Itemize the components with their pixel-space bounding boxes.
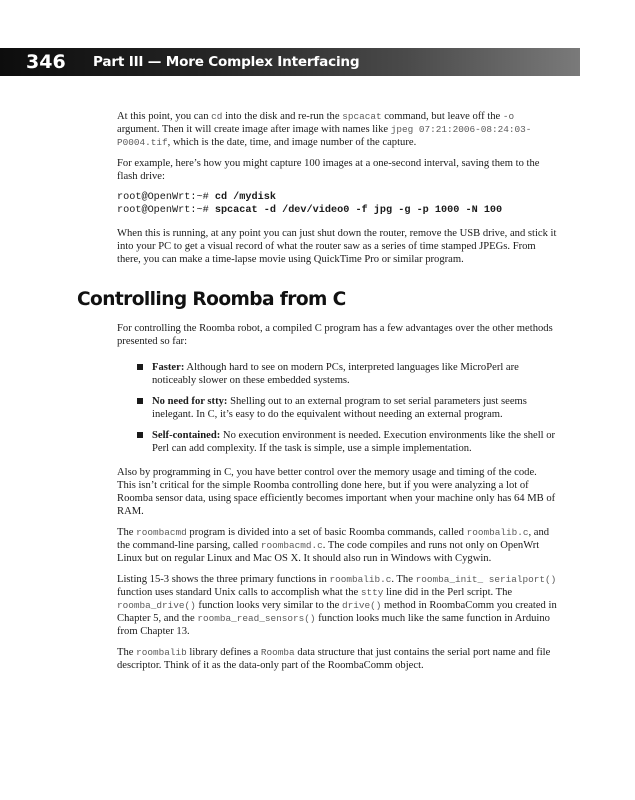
advantages-list [117,361,557,455]
intro-paragraph-1: At this point, you can cd into the disk and re-run the spcacat command, but leave off the -o argument. Then it will create image after image with names like jpeg 07:21:2006-08:24:03-P0004.tif, which is the date, time, and image number of the capture. [117,111,532,148]
section-paragraph-4: Listing 15-3 shows the three primary functions in roombalib.c. The roomba_init_ serialport() function uses standard Unix calls to accomplish what the stty line did in the Perl script. The roomba_drive() function looks very similar to the drive() method in RoombaComm you created in Chapter 5, and the roomba_read_sensors() function looks much like the same function in Arduino from Chapter 13. [117,574,557,637]
list-item: No need for stty: Shelling out to an external program to set serial parameters just seems inelegant. In C, it’s easy to do the equivalent without needing an external program. [137,395,557,421]
inline-code: roombacmd.c [260,540,323,551]
inline-code: roombalib [136,647,187,658]
code-line-2: root@OpenWrt:~# spcacat -d /dev/video0 -f jpg -g -p 1000 -N 100 [117,205,503,216]
section-paragraph-5: The roombalib library defines a Roomba data structure that just contains the serial port name and file descriptor. Think of it as the data-only part of the RoombaComm object. [117,647,551,671]
section-heading: Controlling Roomba from C [77,289,346,310]
intro-paragraph-3: When this is running, at any point you can just shut down the router, remove the USB drive, and stick it into your PC to get a visual record of what the router saw as a series of time stamped JPEGs. From there, you can make a time-lapse movie using QuickTime Pro or similar program. [117,228,557,265]
inline-code: jpeg 07:21:2006-08:24:03-P0004.tif [117,124,532,148]
list-item: Faster: Although hard to see on modern PCs, interpreted languages like MicroPerl are noticeably slower on these embedded systems. [137,361,557,387]
inline-code: Roomba [260,647,295,658]
bullet-square-icon [137,432,143,438]
inline-code: roomba_read_sensors() [197,613,316,624]
section-paragraph-3: The roombacmd program is divided into a set of basic Roomba commands, called roombalib.c, and the command-line parsing, called roombacmd.c. The code compiles and runs not only on OpenWrt Linux but on regular Linux and Mac OS X. It should also run in Windows with Cygwin. [117,527,550,564]
intro-block [117,110,557,266]
inline-code: roomba_init_ serialport() [415,574,557,585]
running-head: Part III — More Complex Interfacing [93,54,360,70]
inline-code: stty [360,587,384,598]
code-listing [117,191,557,217]
intro-paragraph-2: For example, here’s how you might capture 100 images at a one-second interval, saving them to the flash drive: [117,158,540,182]
bullet-square-icon [137,364,143,370]
section-block [117,322,557,672]
code-line-1: root@OpenWrt:~# cd /mydisk [117,192,276,203]
inline-code: -o [502,111,515,122]
inline-code: cd [211,111,223,122]
page-number: 346 [26,51,66,73]
inline-code: roombalib.c [466,527,529,538]
bullet-square-icon [137,398,143,404]
inline-code: roombacmd [136,527,187,538]
inline-code: drive() [342,600,382,611]
section-paragraph-2: Also by programming in C, you have better control over the memory usage and timing of the code. This isn’t critical for the simple Roomba controlling done here, but if you were analyzing a lot of Roomba sensor data, using space efficiently becomes important when your machine only has 64 MB of RAM. [117,467,556,517]
section-paragraph-1: For controlling the Roomba robot, a compiled C program has a few advantages over the other methods presented so far: [117,323,553,347]
inline-code: roomba_drive() [117,600,196,611]
inline-code: roombalib.c [329,574,392,585]
list-item: Self-contained: No execution environment is needed. Execution environments like the shell or Perl can add complexity. If the task is simple, use a simple implementation. [137,429,557,455]
inline-code: spcacat [342,111,382,122]
